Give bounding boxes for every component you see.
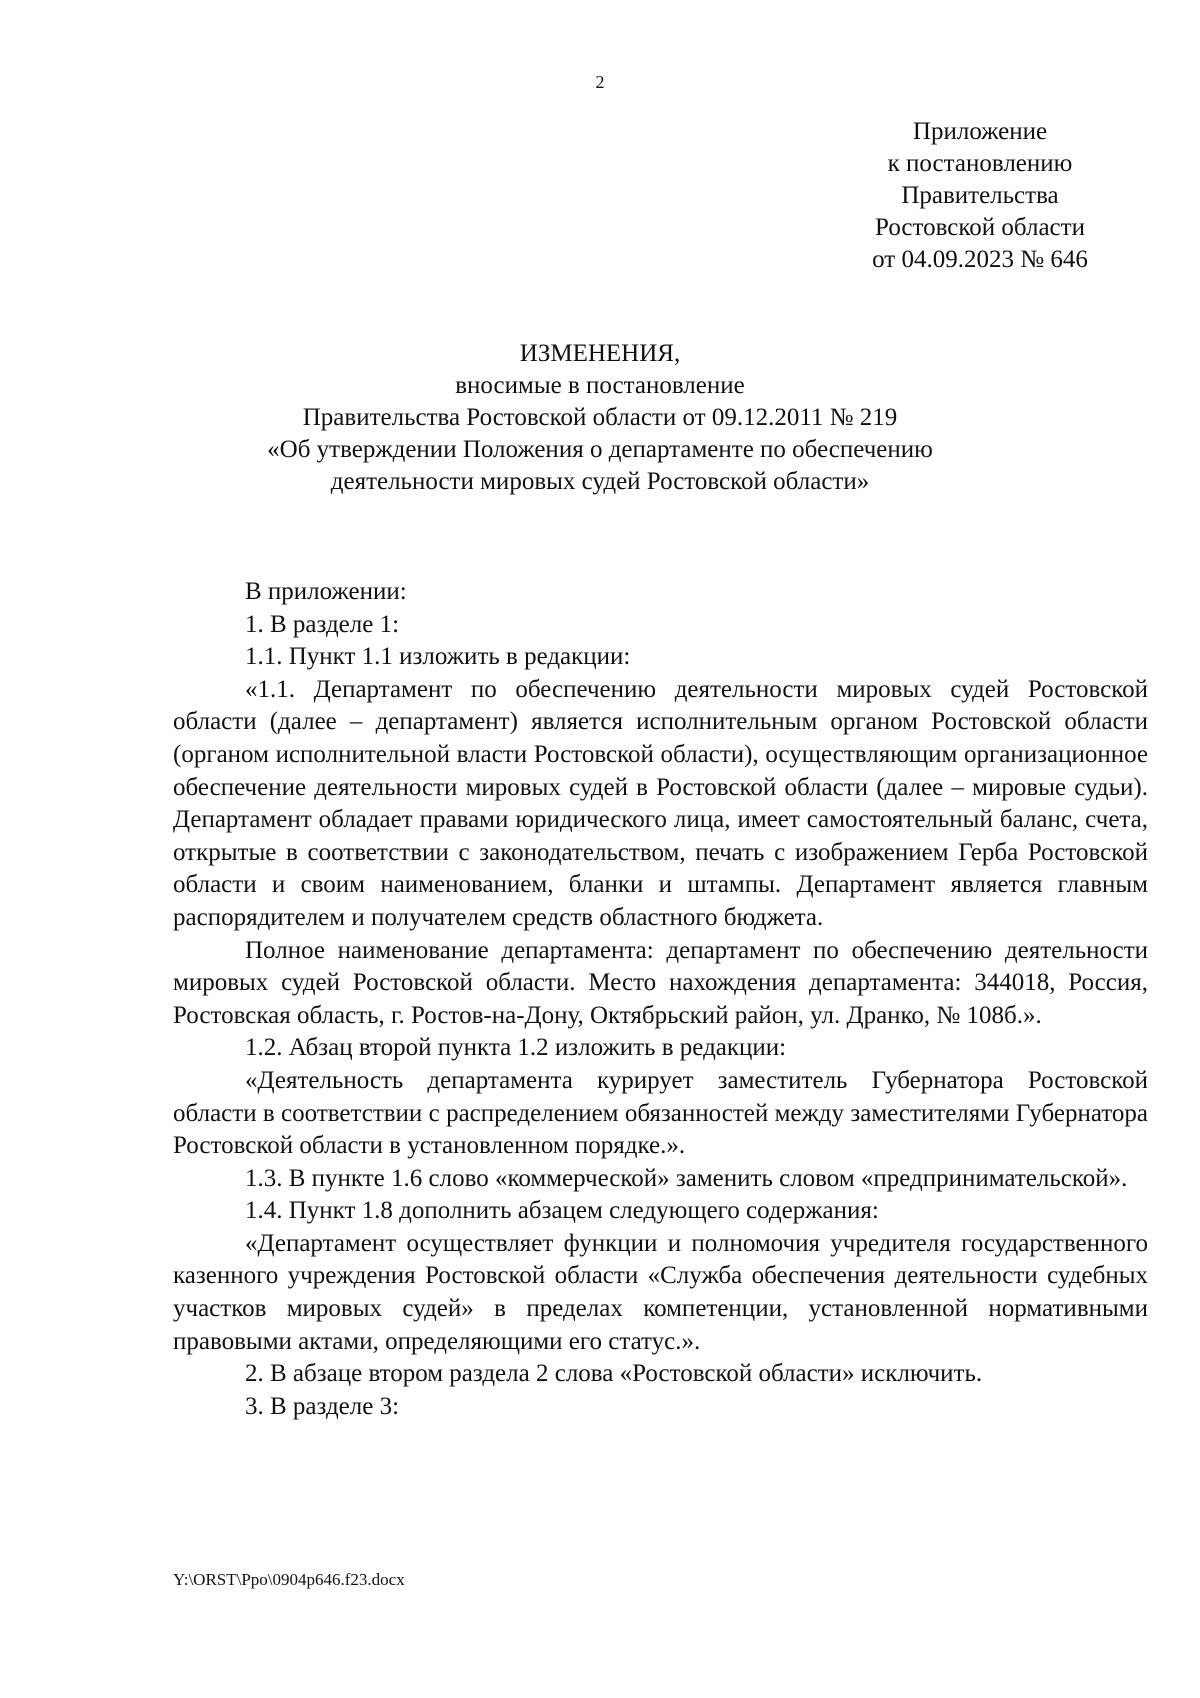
document-title bbox=[200, 338, 1000, 498]
paragraph: 1.4. Пункт 1.8 дополнить абзацем следующего содержания: bbox=[245, 1197, 879, 1225]
appendix-line: Приложение bbox=[912, 118, 1048, 145]
appendix-block bbox=[850, 116, 1110, 276]
paragraph: 1.3. В пункте 1.6 слово «коммерческой» заменить словом «предпринимательской». bbox=[245, 1164, 1128, 1192]
paragraph: Полное наименование департамента: департамент по обеспечению деятельности мировых судей Ростовской области. Место нахождения департамента: 344018, Россия, Ростовская область, г. Ростов-на-Дону, Октябрьский район, ул. Дранко, № 108б.». bbox=[173, 936, 1148, 1029]
file-path-footer: Y:\ORST\Ppo\0904p646.f23.docx bbox=[173, 1570, 405, 1589]
page-number: 2 bbox=[595, 72, 605, 92]
paragraph: В приложении: bbox=[245, 578, 407, 605]
appendix-line: от 04.09.2023 № 646 bbox=[872, 246, 1088, 273]
paragraph: «1.1. Департамент по обеспечению деятельности мировых судей Ростовской области (далее – департамент) является исполнительным органом Ростовской области (органом исполнительной власти Ростовской области), осуществляющим организационное обеспечение деятельности мировых судей в Ростовской области (далее – мировые судьи). Департамент обладает правами юридического лица, имеет самостоятельный баланс, счета, открытые в соответствии с законодательством, печать с изображением Герба Ростовской области и своим наименованием, бланки и штампы. Департамент является главным распорядителем и получателем средств областного бюджета. bbox=[173, 675, 1148, 931]
paragraph: «Департамент осуществляет функции и полномочия учредителя государственного казенного учреждения Ростовской области «Служба обеспечения деятельности судебных участков мировых судей» в пределах компетенции, установленной нормативными правовыми актами, определяющими его статус.». bbox=[173, 1229, 1148, 1355]
paragraph: 3. В разделе 3: bbox=[245, 1392, 400, 1420]
document-body bbox=[173, 576, 1148, 1423]
appendix-line: Правительства bbox=[901, 182, 1059, 209]
paragraph: 1.1. Пункт 1.1 изложить в редакции: bbox=[245, 643, 631, 671]
title-line: деятельности мировых судей Ростовской области» bbox=[330, 468, 870, 495]
title-line: Правительства Ростовской области от 09.12.2011 № 219 bbox=[302, 404, 898, 431]
paragraph: 1.2. Абзац второй пункта 1.2 изложить в редакции: bbox=[245, 1034, 787, 1062]
paragraph: «Деятельность департамента курирует заместитель Губернатора Ростовской области в соответствии с распределением обязанностей между заместителями Губернатора Ростовской области в установленном порядке.». bbox=[173, 1066, 1148, 1160]
title-line: «Об утверждении Положения о департаменте по обеспечению bbox=[267, 436, 933, 463]
title-heading: ИЗМЕНЕНИЯ, bbox=[519, 340, 681, 367]
paragraph: 1. В разделе 1: bbox=[245, 610, 400, 638]
title-line: вносимые в постановление bbox=[455, 372, 745, 399]
appendix-line: Ростовской области bbox=[875, 214, 1085, 241]
appendix-line: к постановлению bbox=[887, 150, 1073, 177]
paragraph: 2. В абзаце втором раздела 2 слова «Ростовской области» исключить. bbox=[245, 1360, 983, 1388]
